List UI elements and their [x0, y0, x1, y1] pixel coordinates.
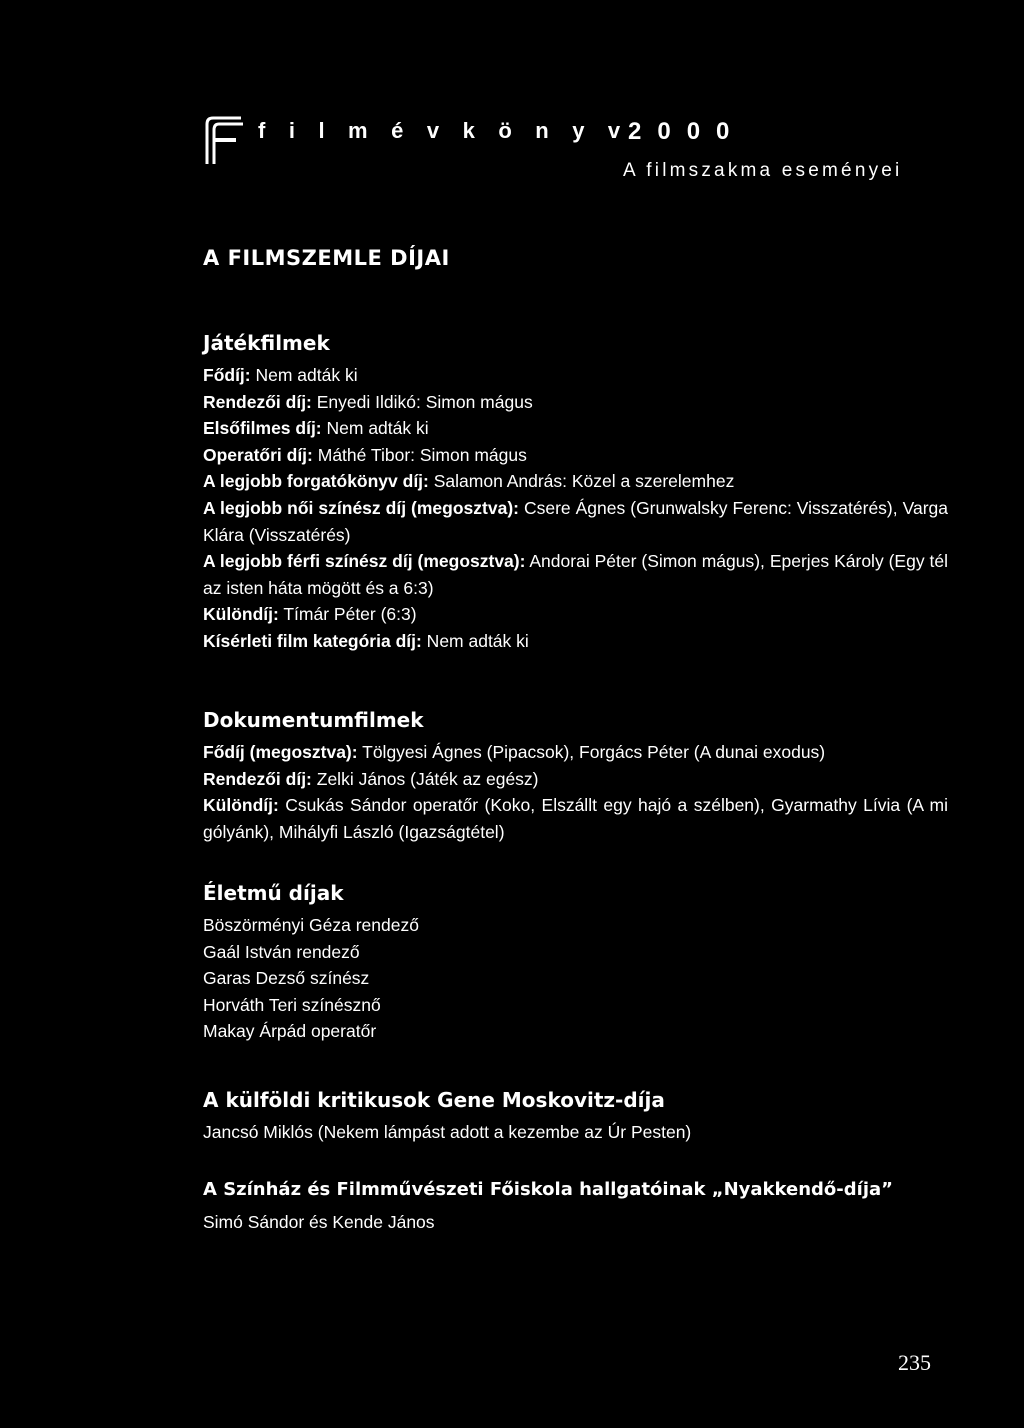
- award-line: [203, 739, 948, 766]
- award-text: Nem adták ki: [421, 630, 529, 651]
- section-moskovitz-dij: [203, 1087, 948, 1146]
- award-line: [203, 792, 948, 845]
- award-label: Kísérleti film kategória díj:: [203, 630, 422, 651]
- section-nyakkendo-dij: [203, 1177, 948, 1236]
- award-text: Csukás Sándor operatőr (Koko, Elszállt egy hajó a szélben), Gyarmathy Lívia (A mi gólyánk), Mihályfi László (Igazságtétel): [203, 795, 948, 842]
- award-label: Fődíj (megosztva):: [203, 742, 358, 762]
- award-line: [203, 495, 948, 548]
- award-line: [203, 628, 948, 655]
- award-text: Tímár Péter (6:3): [278, 604, 417, 625]
- award-text: Tölgyesi Ágnes (Pipacsok), Forgács Péter (A dunai exodus): [357, 742, 826, 762]
- section-heading: Életmű díjak: [203, 881, 344, 905]
- honoree-item: Garas Dezső színész: [203, 968, 370, 989]
- section-eletmu-dijak: [203, 880, 948, 1045]
- award-label: A legjobb női színész díj (megosztva):: [203, 497, 519, 518]
- honoree-item: Gaál István rendező: [203, 941, 360, 962]
- header-subtitle: A filmszakma eseményei: [623, 160, 903, 181]
- award-text: Enyedi Ildikó: Simon mágus: [311, 391, 533, 412]
- award-label: A legjobb forgatókönyv díj:: [203, 471, 429, 492]
- page-number: 235: [898, 1350, 931, 1375]
- award-label: Operatőri díj:: [203, 444, 313, 465]
- award-text: Simó Sándor és Kende János: [203, 1212, 435, 1232]
- award-text: Salamon András: Közel a szerelemhez: [428, 471, 735, 492]
- award-label: Rendezői díj:: [203, 768, 312, 789]
- award-line: [203, 389, 948, 416]
- section-heading: Dokumentumfilmek: [203, 708, 424, 732]
- award-text: Csere Ágnes (Grunwalsky Ferenc: Visszatérés), Varga Klára (Visszatérés): [203, 497, 948, 545]
- award-text: Andorai Péter (Simon mágus), Eperjes Károly (Egy tél az isten háta mögött és a 6:3): [203, 551, 948, 598]
- award-label: Különdíj:: [203, 604, 279, 625]
- section-heading: A külföldi kritikusok Gene Moskovitz-díja: [203, 1088, 665, 1112]
- award-line: [203, 362, 948, 389]
- award-label: Különdíj:: [203, 795, 279, 816]
- honoree-item: Makay Árpád operatőr: [203, 1021, 377, 1042]
- header-year: 2000: [628, 118, 746, 145]
- award-text: Jancsó Miklós (Nekem lámpást adott a kezembe az Úr Pesten): [203, 1122, 692, 1142]
- award-text: Nem adták ki: [321, 418, 429, 439]
- award-line: [203, 601, 948, 628]
- award-label: Elsőfilmes díj:: [203, 418, 322, 439]
- award-label: Fődíj:: [203, 365, 251, 385]
- section-heading: Játékfilmek: [203, 331, 330, 355]
- section-dokumentumfilmek: [203, 707, 948, 845]
- award-text: Nem adták ki: [250, 365, 358, 385]
- award-label: A legjobb férfi színész díj (megosztva):: [203, 551, 526, 572]
- award-text: Zelki János (Játék az egész): [311, 768, 539, 789]
- filmevkonyv-logo-icon: [203, 114, 247, 166]
- award-line: [203, 548, 948, 601]
- honoree-item: Böszörményi Géza rendező: [203, 915, 419, 935]
- award-label: Rendezői díj:: [203, 391, 312, 412]
- section-heading: A Színház és Filmművészeti Főiskola hallgatóinak „Nyakkendő-díja”: [203, 1179, 893, 1200]
- honoree-item: Horváth Teri színésznő: [203, 994, 381, 1015]
- award-line: [203, 442, 948, 469]
- header-title: filmévkönyv: [258, 118, 644, 143]
- award-line: [203, 766, 948, 793]
- award-text: Máthé Tibor: Simon mágus: [312, 444, 527, 465]
- award-line: [203, 468, 948, 495]
- section-jatekfilmek: [203, 330, 948, 655]
- page-title: A FILMSZEMLE DÍJAI: [203, 246, 450, 270]
- award-line: [203, 415, 948, 442]
